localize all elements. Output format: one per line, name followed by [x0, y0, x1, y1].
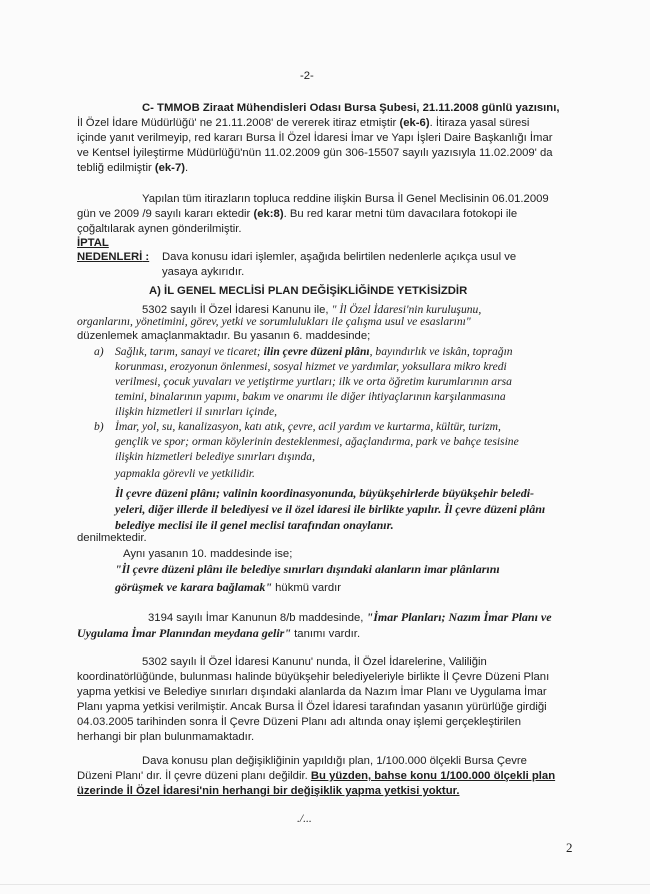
para-2-line-3: çoğaltılarak aynen gönderilmiştir.	[77, 223, 242, 235]
bold-quote-line-1: İl çevre düzeni plânı; valinin koordinasyonunda, büyükşehirlerde büyükşehir beledi-	[115, 486, 535, 500]
yapmakla-line: yapmakla görevli ve yetkilidir.	[115, 467, 255, 480]
il-cevre-duzeni-plani-emphasis: ilin çevre düzeni plânı	[263, 345, 370, 358]
continued-marker: ./...	[297, 812, 312, 825]
final-para-line-1: Dava konusu plan değişikliğinin yapıldığı plan, 1/100.000 ölçekli Bursa Çevre	[142, 755, 527, 767]
para-5302-line-6: herhangi bir plan bulunmamaktadır.	[77, 731, 255, 743]
scan-edge-shadow	[0, 884, 650, 885]
page-header: -2-	[300, 70, 314, 82]
law-3194-line-1: 3194 sayılı İmar Kanunun 8/b maddesinde, "İmar Planları; Nazım İmar Planı ve	[148, 610, 552, 624]
para-2-line-1: Yapılan tüm itirazların topluca reddine ilişkin Bursa İl Genel Meclisinin 06.01.2009	[142, 193, 549, 205]
bold-quote-line-3: belediye meclisi ile il genel meclisi tarafından onaylanır.	[115, 518, 394, 532]
para-c-line-2: İl Özel İdare Müdürlüğü' ne 21.11.2008' de vererek itiraz etmiştir (ek-6). İtiraza yasal süresi	[77, 117, 530, 129]
annex-ref-7: (ek-7)	[154, 162, 185, 174]
article-10-line-1: Aynı yasanın 10. maddesinde ise;	[123, 548, 293, 560]
no-authority-emphasis: Bu yüzden, bahse konu 1/100.000 ölçekli plan	[310, 770, 556, 782]
item-b-marker: b)	[94, 420, 104, 433]
para-c-line-1	[142, 102, 559, 115]
iptal-label: NEDENLERİ	[77, 251, 143, 263]
annex-ref-8: (ek:8)	[253, 208, 284, 220]
law-3194-line-2: Uygulama İmar Planından meydana gelir" tanımı vardır.	[77, 626, 361, 640]
section-a-heading: A) İL GENEL MECLİSİ PLAN DEĞİŞİKLİĞİNDE YETKİSİZDİR	[149, 285, 468, 297]
para-5302-line-2: koordinatörlüğünde, bulunması halinde büyükşehir belediyeleriyle birlikte İl Çevre Düzeni Planı	[77, 671, 550, 683]
para-c-prefix: C- TMMOB Ziraat Mühendisleri Odası Bursa Şubesi, 21.11.2008 günlü yazısını,	[142, 102, 560, 114]
section-a-line-2: organlarını, yönetimini, görev, yetki ve sorumlulukları ile çalışma usul ve esaslarını"	[77, 315, 471, 328]
item-a-line-1: Sağlık, tarım, sanayi ve ticaret; ilin çevre düzeni plânı, bayındırlık ve iskân, toprağın	[115, 345, 513, 358]
iptal-heading: İPTAL	[77, 237, 109, 249]
section-a-line-3: düzenlemek amaçlanmaktadır. Bu yasanın 6. maddesinde;	[77, 330, 371, 342]
item-a-marker: a)	[94, 345, 104, 358]
item-a-line-2: korunması, erozyonun önlenmesi, sosyal hizmet ve yardımlar, yoksullara mikro kredi	[115, 360, 507, 373]
item-b-line-1: İmar, yol, su, kanalizasyon, katı atık, çevre, acil yardım ve kurtarma, kültür, turizm,	[115, 420, 501, 433]
denilmektedir-line: denilmektedir.	[77, 532, 147, 544]
item-a-line-3: verilmesi, çocuk yuvaları ve yetiştirme yurtları; ilk ve orta öğretim kurumlarının arsa	[115, 375, 512, 388]
item-a-line-5: ilişkin hizmetleri il sınırları içinde,	[115, 405, 277, 418]
bold-quote-line-2: yeleri, diğer illerde il belediyesi ve il özel idaresi ile birlikte yapılır. İl çevre düzeni plânı	[115, 502, 546, 516]
para-c-line-3: içinde yanıt verilmeyip, red kararı Bursa İl Özel İdaresi İmar ve Yapı İşleri Daire Başkanlığı İmar	[77, 132, 553, 144]
iptal-text-1: Dava konusu idari işlemler, aşağıda belirtilen nedenlerle açıkça usul ve	[162, 251, 517, 263]
item-b-line-2: gençlik ve spor; orman köylerinin desteklenmesi, ağaçlandırma, park ve bahçe tesisine	[115, 435, 519, 448]
para-5302-line-4: Planı yapma yetkisi verilmiştir. Ancak Bursa İl Özel İdaresi tarafından yasanın yürürlüğe girdiği	[77, 701, 547, 713]
para-5302-line-3: yapma yetkisi ve Belediye sınırları dışındaki alanlarda da Nazım İmar Planı ve Uygulama İmar	[77, 686, 547, 698]
para-2-line-2: gün ve 2009 /9 sayılı kararı ektedir (ek:8). Bu red karar metni tüm davacılara fotokopi ile	[77, 208, 518, 220]
section-a-line-1: 5302 sayılı İl Özel İdaresi Kanunu ile, " İl Özel İdaresi'nin kuruluşunu,	[142, 303, 482, 316]
final-para-line-3: üzerinde İl Özel İdaresi'nin herhangi bir değişiklik yapma yetkisi yoktur.	[77, 785, 460, 797]
item-a-line-4: temini, binalarının yapımı, bakım ve onarımı ile diğer ihtiyaçlarının karşılanmasına	[115, 390, 506, 403]
para-5302-line-1: 5302 sayılı İl Özel İdaresi Kanunu' nunda, İl Özel İdarelerine, Valiliğin	[142, 656, 487, 668]
article-10-line-2: "İl çevre düzeni plânı ile belediye sınırları dışındaki alanların imar plânlarını	[115, 562, 500, 576]
iptal-text-2: yasaya aykırıdır.	[162, 266, 245, 278]
iptal-label-line: NEDENLERİ :	[77, 251, 150, 263]
article-10-line-3: görüşmek ve karara bağlamak" hükmü vardır	[115, 580, 342, 594]
para-5302-line-5: 04.03.2005 tarihinden sonra İl Çevre Düzeni Planı adı altında onay işlemi gerçekleştirilen	[77, 716, 521, 728]
item-b-line-3: ilişkin hizmetleri belediye sınırları dışında,	[115, 450, 315, 463]
para-c-line-5: tebliğ edilmiştir (ek-7).	[77, 162, 189, 174]
para-c-line-4: ve Kentsel İyileştirme Müdürlüğü'nün 11.02.2009 gün 306-15507 sayılı yazısıyla 11.02.2009' da	[77, 147, 553, 159]
final-para-line-2: Düzeni Planı' dır. İl çevre düzeni planı değildir. Bu yüzden, bahse konu 1/100.000 ölçekli plan	[77, 770, 556, 782]
annex-ref-6: (ek-6)	[399, 117, 430, 129]
page-number: 2	[566, 840, 573, 855]
